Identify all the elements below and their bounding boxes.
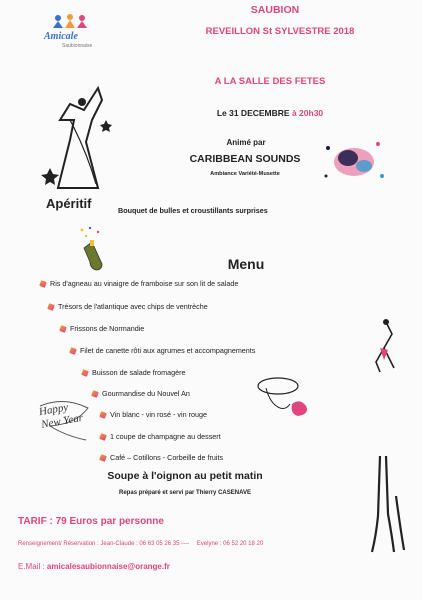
logo-name: Amicale xyxy=(44,31,78,42)
dancer-legs-icon xyxy=(366,456,410,556)
lady-hat-icon xyxy=(256,374,312,420)
bullet-icon xyxy=(99,454,107,462)
menu-item: Buisson de salade fromagère xyxy=(82,368,186,377)
menu-item: Café – Cotillons - Corbeille de fruits xyxy=(100,453,223,462)
bullet-icon xyxy=(91,390,99,398)
menu-item: Ris d'agneau au vinaigre de framboise sur son lit de salade xyxy=(40,279,238,288)
bullet-icon xyxy=(99,433,107,441)
dancing-couple-icon xyxy=(40,80,120,196)
ambiance: Ambiance Variété-Musette xyxy=(210,171,280,177)
menu-item: 1 coupe de champagne au dessert xyxy=(100,432,221,441)
bullet-icon xyxy=(69,347,77,355)
contact-separator: ---- xyxy=(181,541,190,547)
menu-item: Filet de canette rôti aux agrumes et accompagnements xyxy=(70,346,255,355)
bullet-icon xyxy=(39,280,47,288)
bullet-icon xyxy=(59,325,67,333)
chef-credit: Repas préparé et servi par Thierry CASENAVE xyxy=(119,490,251,496)
town-title: SAUBION xyxy=(250,4,300,16)
contact-label: Renseignement/ Réservation : xyxy=(18,541,99,547)
email-line xyxy=(18,562,170,571)
menu-item: Frissons de Normandie xyxy=(60,324,144,333)
venue-title: A LA SALLE DES FETES xyxy=(214,76,326,87)
aperitif-title: Apéritif xyxy=(46,196,92,211)
contact-evelyne: Evelyne : 06 52 20 18 20 xyxy=(196,541,264,547)
soup-title: Soupe à l'oignon au petit matin xyxy=(107,470,263,482)
tarif: TARIF : 79 Euros par personne xyxy=(18,516,164,527)
contact-line xyxy=(18,541,263,547)
animation-intro: Animé par xyxy=(226,138,266,147)
logo-figures-icon xyxy=(50,14,90,30)
paint-splash-icon xyxy=(318,136,388,188)
bullet-icon xyxy=(99,411,107,419)
band-name: CARIBBEAN SOUNDS xyxy=(189,153,301,165)
happy-new-year-art xyxy=(36,396,92,452)
email-link[interactable]: amicalesaubionnaise@orange.fr xyxy=(46,562,170,571)
contact-jean-claude: Jean-Claude : 06 63 05 26 35 xyxy=(100,541,180,547)
menu-item: Vin blanc - vin rosé - vin rouge xyxy=(100,410,207,419)
tango-dancers-icon xyxy=(366,318,406,374)
date-line xyxy=(190,108,350,118)
menu-item: Gourmandise du Nouvel An xyxy=(92,389,190,398)
aperitif-desc: Bouquet de bulles et croustillants surprises xyxy=(118,206,268,215)
menu-item: Trésors de l'atlantique avec chips de ventrèche xyxy=(48,302,208,311)
email-label: E.Mail : xyxy=(18,562,45,571)
champagne-bottle-icon xyxy=(76,224,108,272)
bullet-icon xyxy=(81,369,89,377)
menu-title: Menu xyxy=(227,256,265,272)
amicale-logo xyxy=(38,14,100,50)
event-title: REVEILLON St SYLVESTRE 2018 xyxy=(205,26,355,37)
happy-new-year-text: Happy New Year xyxy=(38,401,84,431)
date-prefix: Le 31 DECEMBRE xyxy=(216,108,290,118)
date-time: à 20h30 xyxy=(291,108,324,118)
logo-sub: Saubionnaise xyxy=(62,43,93,49)
bullet-icon xyxy=(47,303,55,311)
